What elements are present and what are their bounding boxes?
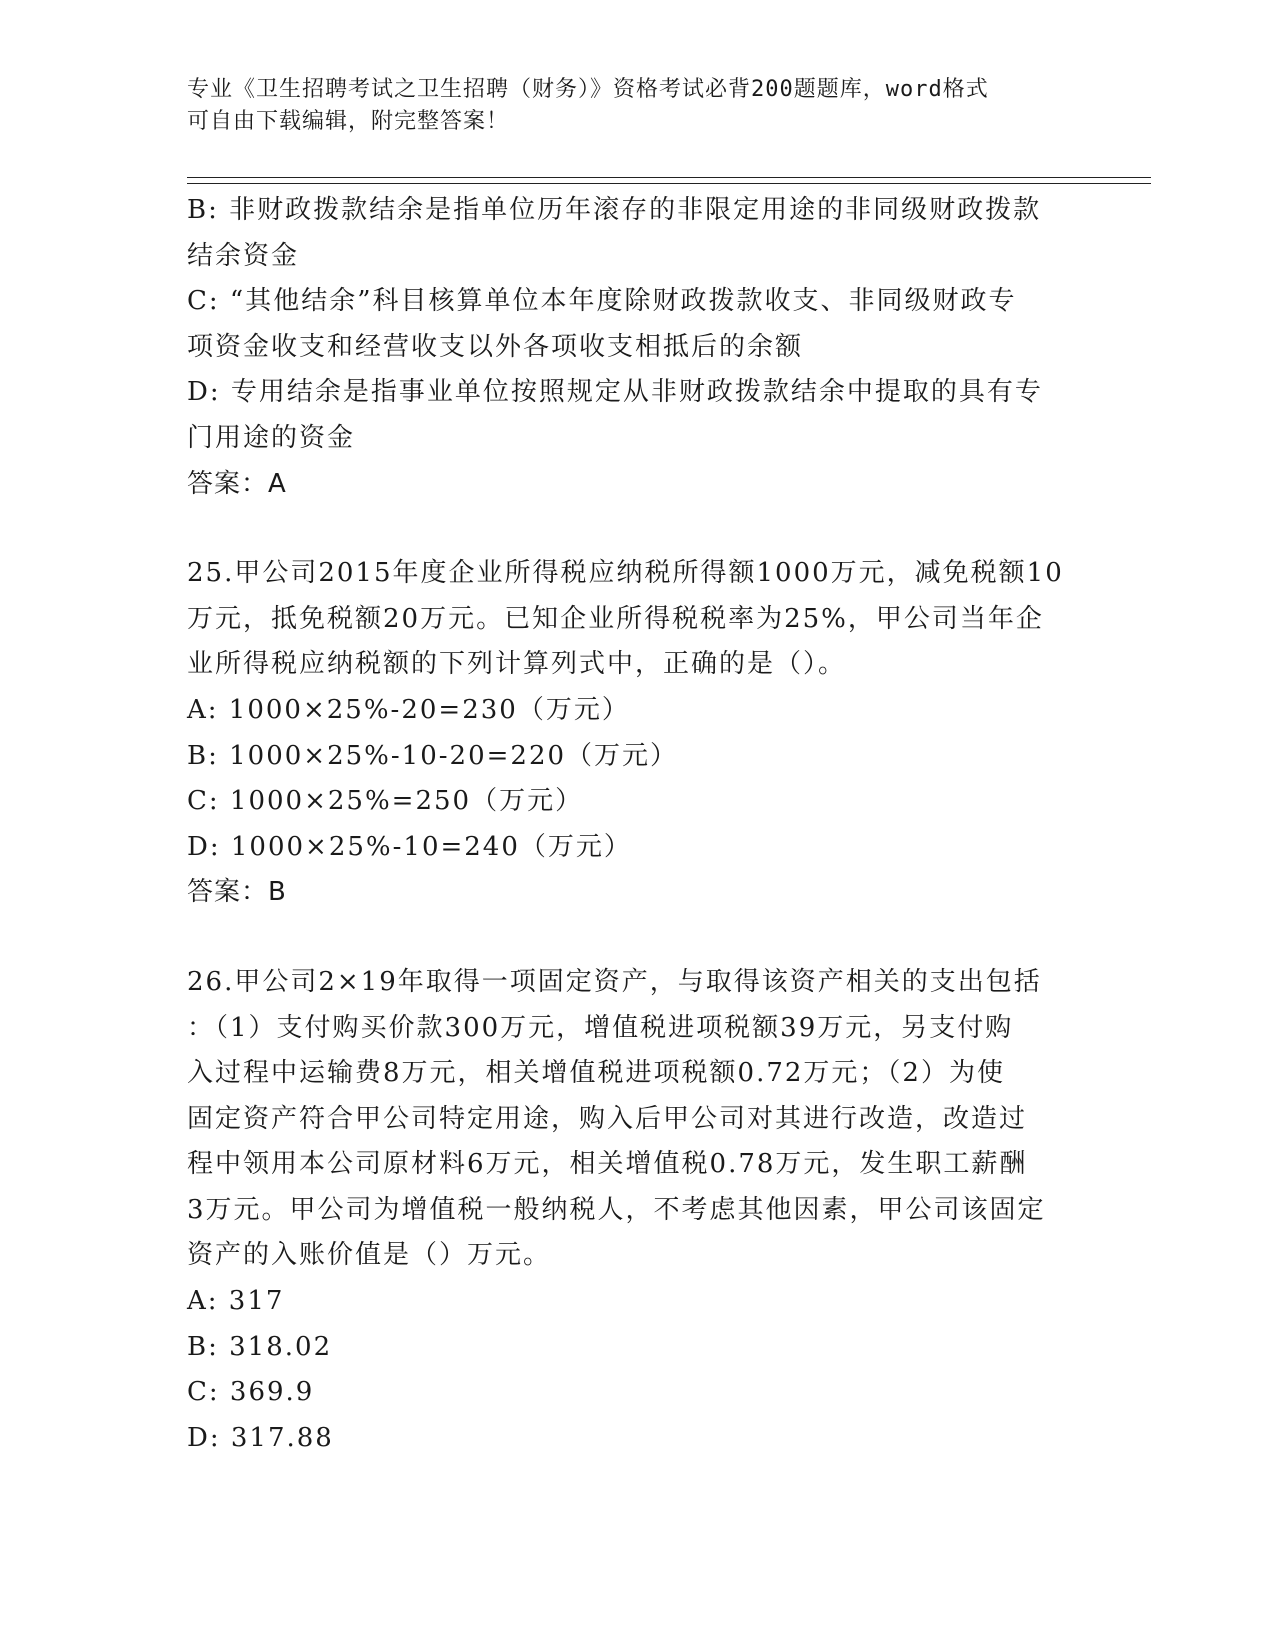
q26-stem-line-4: 固定资产符合甲公司特定用途，购入后甲公司对其进行改造，改造过: [187, 1103, 1028, 1134]
q26-stem-line-7: 资产的入账价值是（）万元。: [187, 1240, 552, 1271]
q24-option-b-line-2: 结余资金: [187, 240, 300, 271]
question-spacer: [187, 916, 1087, 960]
q24-option-c-line-2: 项资金收支和经营收支以外各项收支相抵后的余额: [187, 331, 804, 362]
header-divider-bottom: [187, 183, 1151, 184]
q26-option-c: C: 369.9: [187, 1377, 315, 1408]
q26-stem-line-6: 3万元。甲公司为增值税一般纳税人，不考虑其他因素，甲公司该固定: [187, 1194, 1046, 1225]
header-title-line-1: 专业《卫生招聘考试之卫生招聘（财务）》资格考试必背200题题库，word格式: [187, 77, 989, 102]
q25-stem-line-1: 25.甲公司2015年度企业所得税应纳税所得额1000万元，减免税额10: [187, 558, 1064, 589]
question-spacer: [187, 507, 1087, 551]
q26-option-a: A: 317: [187, 1286, 285, 1317]
q25-option-b: B: 1000×25%-10-20=220（万元）: [187, 740, 679, 771]
document-header: [187, 74, 1087, 138]
q25-stem-line-2: 万元，抵免税额20万元。已知企业所得税税率为25%，甲公司当年企: [187, 603, 1044, 634]
q25-stem-line-3: 业所得税应纳税额的下列计算列式中，正确的是（）。: [187, 649, 847, 680]
q26-stem-line-2: ：（1）支付购买价款300万元，增值税进项税额39万元，另支付购: [187, 1012, 1014, 1043]
q24-option-d-line-2: 门用途的资金: [187, 422, 356, 453]
question-25: [187, 551, 1087, 916]
q24-option-d-line-1: D: 专用结余是指事业单位按照规定从非财政拨款结余中提取的具有专: [187, 377, 1043, 408]
q25-option-d: D: 1000×25%-10=240（万元）: [187, 831, 632, 862]
q25-option-a: A: 1000×25%-20=230（万元）: [187, 694, 630, 725]
q26-stem-line-3: 入过程中运输费8万元，相关增值税进项税额0.72万元；（2）为使: [187, 1058, 1005, 1089]
q26-option-d: D: 317.88: [187, 1422, 334, 1453]
q25-answer: 答案：B: [187, 877, 287, 908]
q26-stem-line-1: 26.甲公司2×19年取得一项固定资产，与取得该资产相关的支出包括: [187, 966, 1042, 997]
q25-option-c: C: 1000×25%=250（万元）: [187, 786, 584, 817]
q24-option-c-line-1: C: “其他结余”科目核算单位本年度除财政拨款收支、非同级财政专: [187, 286, 1017, 317]
header-divider-top: [187, 177, 1151, 178]
q26-option-b: B: 318.02: [187, 1331, 333, 1362]
q24-option-b-line-1: B: 非财政拨款结余是指单位历年滚存的非限定用途的非同级财政拨款: [187, 195, 1042, 225]
question-24-tail: [187, 188, 1087, 507]
question-content: [187, 188, 1087, 1461]
question-26: [187, 960, 1087, 1462]
q24-answer: 答案：A: [187, 468, 287, 499]
header-title-line-2: 可自由下载编辑，附完整答案！: [187, 109, 510, 134]
q26-stem-line-5: 程中领用本公司原材料6万元，相关增值税0.78万元，发生职工薪酬: [187, 1149, 1028, 1180]
